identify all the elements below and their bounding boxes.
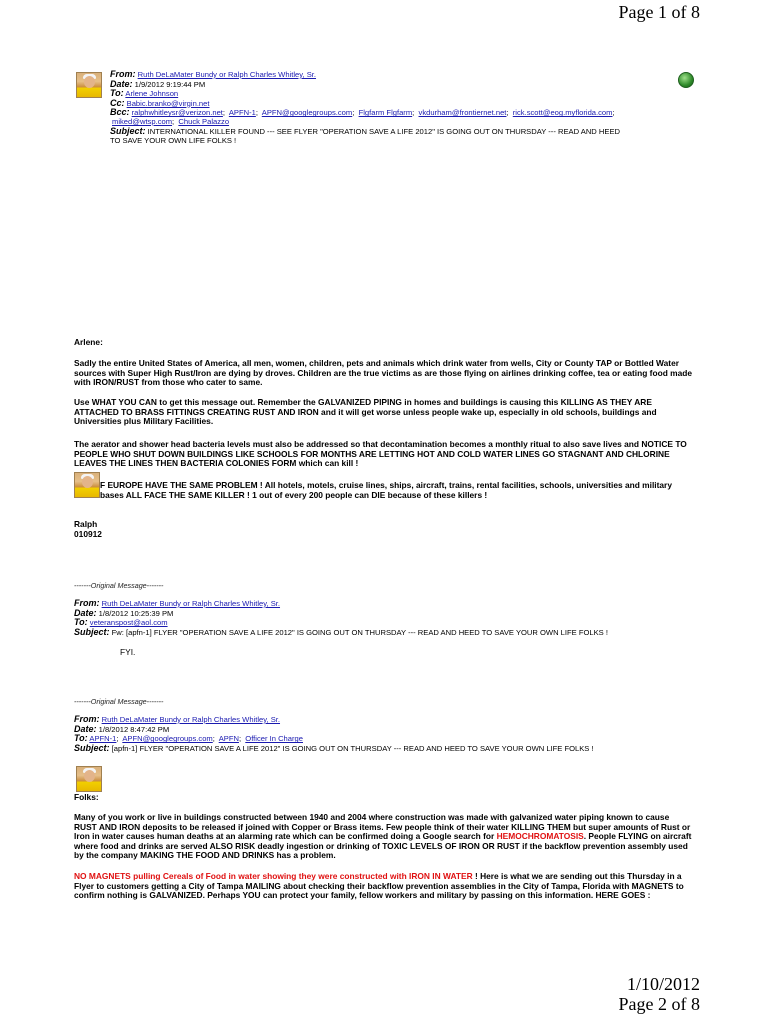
- bcc-link[interactable]: Flgfarm Flgfarm: [358, 108, 413, 118]
- original-message-divider: -------Original Message-------: [74, 581, 164, 590]
- email-header-2: From: Ruth DeLaMater Bundy or Ralph Charles Whitley, Sr. Date: 1/8/2012 10:25:39 PM To: veteranspost@aol.com Subject: Fw: [apfn-1] FLYER "OPERATION SAVE A LIFE 2012" IS GOING OUT ON THURSDAY --- READ AND HEED TO SAVE YOUR OWN LIFE FOLKS !: [74, 598, 608, 637]
- avatar: [76, 72, 102, 98]
- from-link[interactable]: Ruth DeLaMater Bundy or Ralph Charles Whitley, Sr.: [101, 599, 281, 608]
- page-number-top: Page 1 of 8: [618, 2, 700, 22]
- signature-name: Ralph: [74, 519, 98, 529]
- body-paragraph: NO MAGNETS pulling Cereals of Food in water showing they were constructed with IRON IN WATER ! Here is what we are sending out this Thursday in a Flyer to customers getting a City of Tampa MAILING about checking their backflow prevention assemblies in the City of Tampa, Florida with MAGNETS to confirm nothing is GALVANIZED. Perhaps YOU can protect your family, fellow workers and military by passing on this information. HERE GOES :: [74, 871, 684, 901]
- from-link[interactable]: Ruth DeLaMater Bundy or Ralph Charles Whitley, Sr.: [101, 715, 281, 724]
- email-subject-cont: TO SAVE YOUR OWN LIFE FOLKS !: [110, 136, 237, 145]
- email-date: 1/8/2012 10:25:39 PM: [98, 608, 174, 618]
- original-message-divider: -------Original Message-------: [74, 697, 164, 706]
- highlight-text: NO MAGNETS pulling Cereals of Food in water showing they were constructed with IRON IN WATER: [74, 871, 473, 881]
- bcc-link[interactable]: rick.scott@eog.myflorida.com: [512, 108, 613, 118]
- email-date: 1/9/2012 9:19:44 PM: [134, 79, 206, 89]
- email-subject: [apfn-1] FLYER "OPERATION SAVE A LIFE 2012" IS GOING OUT ON THURSDAY --- READ AND HEED TO SAVE YOUR OWN LIFE FOLKS !: [111, 743, 594, 753]
- body-paragraph: F EUROPE HAVE THE SAME PROBLEM ! All hotels, motels, cruise lines, ships, aircraft, trains, rental facilities, schools, universities and military bases ALL FACE THE SAME KILLER ! 1 out of every 200 people can DIE because of these killers !: [100, 480, 672, 500]
- page-number-bottom: Page 2 of 8: [618, 994, 700, 1014]
- from-link[interactable]: Ruth DeLaMater Bundy or Ralph Charles Whitley, Sr.: [137, 70, 317, 79]
- bcc-link[interactable]: ralphwhitleysr@verizon.net: [131, 108, 223, 118]
- email-header-3: From: Ruth DeLaMater Bundy or Ralph Charles Whitley, Sr. Date: 1/8/2012 8:47:42 PM To: APFN-1; APFN@googlegroups.com; APFN; Officer In Charge Subject: [apfn-1] FLYER "OPERATION SAVE A LIFE 2012" IS GOING OUT ON THURSDAY --- READ AND HEED TO SAVE YOUR OWN LIFE FOLKS !: [74, 714, 594, 753]
- page-date-bottom: 1/10/2012: [626, 974, 700, 994]
- avatar: [76, 766, 102, 792]
- to-link[interactable]: veteranspost@aol.com: [89, 618, 168, 628]
- to-link[interactable]: Arlene Johnson: [125, 89, 179, 99]
- avatar: [74, 472, 100, 498]
- globe-icon: [678, 72, 694, 88]
- body-paragraph: Sadly the entire United States of America, all men, women, children, pets and animals which drink water from wells, City or County TAP or Bottled Water sources with Super High Rust/Iron are dying by droves. Children are the true victims as are those flying on airlines drinking coffee, tea or eating food made with IRON/RUST from those who cater to same.: [74, 358, 693, 388]
- bcc-link[interactable]: APFN-1: [228, 108, 256, 118]
- body-paragraph: The aerator and shower head bacteria levels must also be addressed so that decontamination becomes a monthly ritual to also save lives and NOTICE TO PEOPLE WHO SHUT DOWN BUILDINGS LIKE SCHOOLS FOR MONTHS ARE LETTING HOT AND COLD WATER LINES GO STAGNANT AND CHLORINE LEAVES THE LINES THEN BACTERIA COLONIES FORM which can kill !: [74, 439, 687, 469]
- to-link[interactable]: APFN@googlegroups.com: [122, 734, 213, 744]
- highlight-text: HEMOCHROMATOSIS: [496, 831, 584, 842]
- body-paragraph: Many of you work or live in buildings constructed between 1940 and 2004 where construction was made with galvanized water piping known to cause RUST AND IRON deposits to be released if joined with Copper or Brass items. Few people think of their water KILLING THEM but super amounts of Rust or Iron in water causes human deaths at an alarming rate which can be confirmed doing a Google search for HEMOCHROMATOSIS. People FLYING on aircraft where food and drinks are served ALSO RISK deadly ingestion or drinking of TOXIC LEVELS OF IRON OR RUST if the backflow prevention assembly used by the company MAKING THE FOOD AND DRINKS has a problem.: [74, 812, 692, 861]
- signature-date: 010912: [74, 529, 102, 539]
- email-header-1: From: Ruth DeLaMater Bundy or Ralph Charles Whitley, Sr. Date: 1/9/2012 9:19:44 PM To: Arlene Johnson Cc: Babic.branko@virgin.net Bcc: ralphwhitleysr@verizon.net; APFN-1; APFN@googlegroups.com; Flgfarm Flgfarm; vkdurham@frontiernet.net; rick.scott@eog.myflorida.com; miked@wtsp.com; Chuck Palazzo Subject: INTERNATIONAL KILLER FOUND --- SEE FLYER "OPERATION SAVE A LIFE 2012" IS GOING OUT ON THURSDAY --- READ AND HEED: [110, 69, 620, 136]
- body-paragraph: Use WHAT YOU CAN to get this message out. Remember the GALVANIZED PIPING in homes and buildings is causing this KILLING AS THEY ARE ATTACHED TO BRASS FITTINGS CREATING RUST AND IRON and it will get worse unless people wake up, especially in old schools, buildings and Universities plus Military Facilities.: [74, 397, 657, 427]
- bcc-link[interactable]: vkdurham@frontiernet.net: [418, 108, 507, 118]
- email-subject: Fw: [apfn-1] FLYER "OPERATION SAVE A LIFE 2012" IS GOING OUT ON THURSDAY --- READ AND HEED TO SAVE YOUR OWN LIFE FOLKS !: [111, 627, 608, 637]
- greeting: Arlene:: [74, 337, 103, 347]
- greeting: Folks:: [74, 792, 99, 802]
- bcc-link[interactable]: APFN@googlegroups.com: [261, 108, 353, 118]
- cc-link[interactable]: Babic.branko@virgin.net: [126, 98, 210, 108]
- email-subject: INTERNATIONAL KILLER FOUND --- SEE FLYER "OPERATION SAVE A LIFE 2012" IS GOING OUT ON THURSDAY --- READ AND HEED: [147, 126, 620, 136]
- to-link[interactable]: APFN: [218, 734, 239, 744]
- to-link[interactable]: APFN-1: [89, 734, 117, 744]
- bcc-link[interactable]: miked@wtsp.com: [112, 116, 173, 126]
- bcc-link[interactable]: Chuck Palazzo: [178, 116, 230, 126]
- to-link[interactable]: Officer In Charge: [245, 734, 303, 744]
- fyi-text: FYI.: [120, 647, 136, 657]
- email-date: 1/8/2012 8:47:42 PM: [98, 724, 170, 734]
